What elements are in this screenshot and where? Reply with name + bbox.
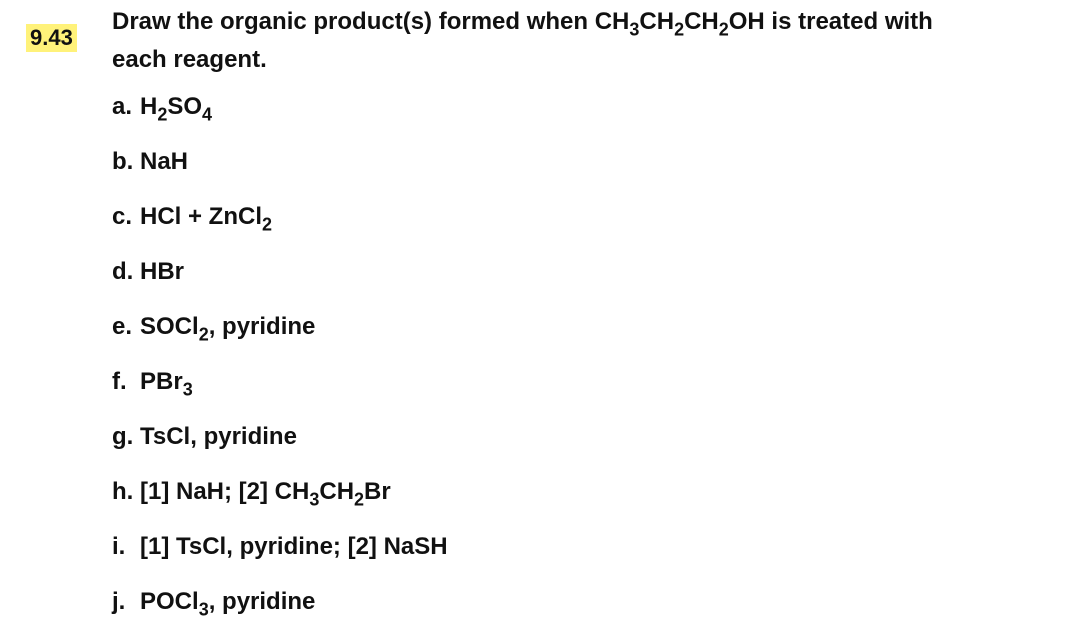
item-letter: b. xyxy=(112,148,134,175)
reagent-item-i xyxy=(112,530,448,585)
problem-number: 9.43 xyxy=(26,24,77,52)
reagent-item-d xyxy=(112,255,448,310)
reagent-list xyxy=(112,90,448,640)
item-letter: a. xyxy=(112,93,133,120)
item-letter: c. xyxy=(112,203,133,230)
reagent-text: HCl + ZnCl$_2$ xyxy=(140,203,273,235)
reagent-item-a xyxy=(112,90,448,145)
reagent-item-f xyxy=(112,365,448,420)
reagent-text: [1] TsCl, pyridine; [2] NaSH xyxy=(140,533,448,560)
reagent-item-h xyxy=(112,475,448,530)
item-letter: e. xyxy=(112,313,133,340)
item-letter: f. xyxy=(112,368,127,395)
reagent-text: TsCl, pyridine xyxy=(140,423,297,450)
reagent-text: PBr$_3$ xyxy=(140,368,193,400)
reagent-text: $H_2SO_4$ xyxy=(140,93,213,125)
item-letter: d. xyxy=(112,258,134,285)
reagent-item-e xyxy=(112,310,448,365)
question-line-1: Draw the organic product(s) formed when $CH_3CH_2CH_2OH$ is treated with xyxy=(112,8,933,40)
item-letter: i. xyxy=(112,533,126,560)
reagent-item-g xyxy=(112,420,448,475)
reagent-text: NaH xyxy=(140,148,189,175)
item-letter: g. xyxy=(112,423,134,450)
reagent-text: [1] NaH; [2] $CH_3CH_2Br$ xyxy=(140,478,391,510)
item-letter: j. xyxy=(112,588,126,615)
reagent-item-c xyxy=(112,200,448,255)
item-letter: h. xyxy=(112,478,134,505)
reagent-text: POCl$_3$, pyridine xyxy=(140,588,316,620)
reagent-item-b xyxy=(112,145,448,200)
reagent-item-j xyxy=(112,585,448,640)
reagent-text: HBr xyxy=(140,258,185,285)
question-text xyxy=(112,3,1062,79)
question-line-2: each reagent. xyxy=(112,46,267,73)
reagent-text: SOCl$_2$, pyridine xyxy=(140,313,316,345)
